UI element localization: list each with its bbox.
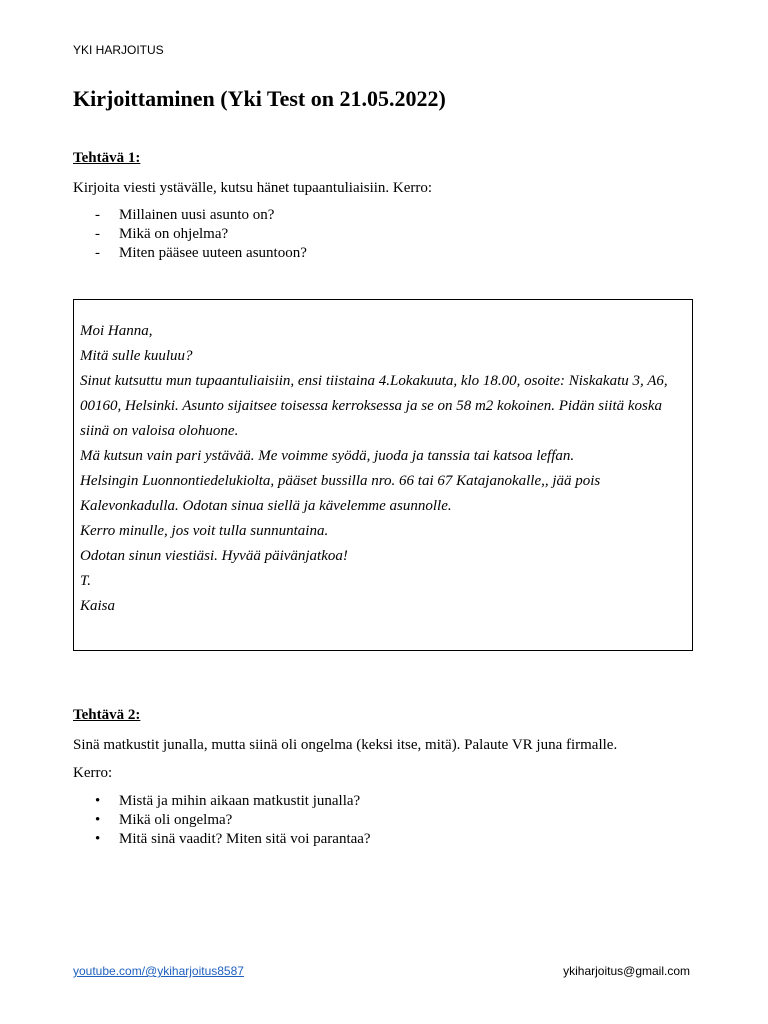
list-item: • Mikä oli ongelma? xyxy=(95,812,233,828)
bullet-marker: • xyxy=(95,831,101,847)
dash-marker: - xyxy=(95,226,100,242)
answer-line: T. xyxy=(80,573,91,589)
answer-line: Odotan sinun viestiäsi. Hyvää päivänjatkoa! xyxy=(80,548,348,564)
page-header: YKI HARJOITUS xyxy=(73,43,164,57)
task1-heading: Tehtävä 1: xyxy=(73,150,141,166)
answer-line: Kaisa xyxy=(80,598,116,614)
answer-line: siinä on valoisa olohuone. xyxy=(80,423,239,439)
task2-instruction: Sinä matkustit junalla, mutta siinä oli ongelma (keksi itse, mitä). Palaute VR juna firmalle. xyxy=(73,737,618,753)
task1-list xyxy=(73,206,307,263)
task2-kerro: Kerro: xyxy=(73,765,113,781)
list-item: - Mikä on ohjelma? xyxy=(95,226,229,242)
dash-marker: - xyxy=(95,245,100,261)
bullet-marker: • xyxy=(95,812,101,828)
dash-marker: - xyxy=(95,207,100,223)
answer-line: Kerro minulle, jos voit tulla sunnuntaina. xyxy=(80,523,329,539)
list-item: • Mitä sinä vaadit? Miten sitä voi parantaa? xyxy=(95,831,371,847)
list-item: - Millainen uusi asunto on? xyxy=(95,207,275,223)
footer-email: ykiharjoitus@gmail.com xyxy=(563,964,690,978)
answer-line: 00160, Helsinki. Asunto sijaitsee toisessa kerroksessa ja se on 58 m2 kokoinen. Pidän siitä koska xyxy=(80,398,663,414)
answer-line: Sinut kutsuttu mun tupaantuliaisiin, ensi tiistaina 4.Lokakuuta, klo 18.00, osoite: Niskakatu 3, A6, xyxy=(80,373,668,389)
task2-list xyxy=(73,792,371,849)
youtube-link[interactable]: youtube.com/@ykiharjoitus8587 xyxy=(73,964,244,978)
answer-line: Helsingin Luonnontiedelukiolta, pääset bussilla nro. 66 tai 67 Katajanokalle,, jää pois xyxy=(80,473,601,489)
task2-heading: Tehtävä 2: xyxy=(73,707,141,723)
answer-line: Moi Hanna, xyxy=(80,323,153,339)
page-title: Kirjoittaminen (Yki Test on 21.05.2022) xyxy=(73,86,446,111)
list-item: • Mistä ja mihin aikaan matkustit junalla? xyxy=(95,793,361,809)
list-item: - Miten pääsee uuteen asuntoon? xyxy=(95,245,307,261)
answer-line: Kalevonkadulla. Odotan sinua siellä ja kävelemme asunnolle. xyxy=(80,498,452,514)
answer-line: Mitä sulle kuuluu? xyxy=(80,348,193,364)
answer-box xyxy=(73,299,693,651)
answer-line: Mä kutsun vain pari ystävää. Me voimme syödä, juoda ja tanssia tai katsoa leffan. xyxy=(80,448,575,464)
task1-instruction: Kirjoita viesti ystävälle, kutsu hänet tupaantuliaisiin. Kerro: xyxy=(73,180,433,196)
bullet-marker: • xyxy=(95,793,101,809)
